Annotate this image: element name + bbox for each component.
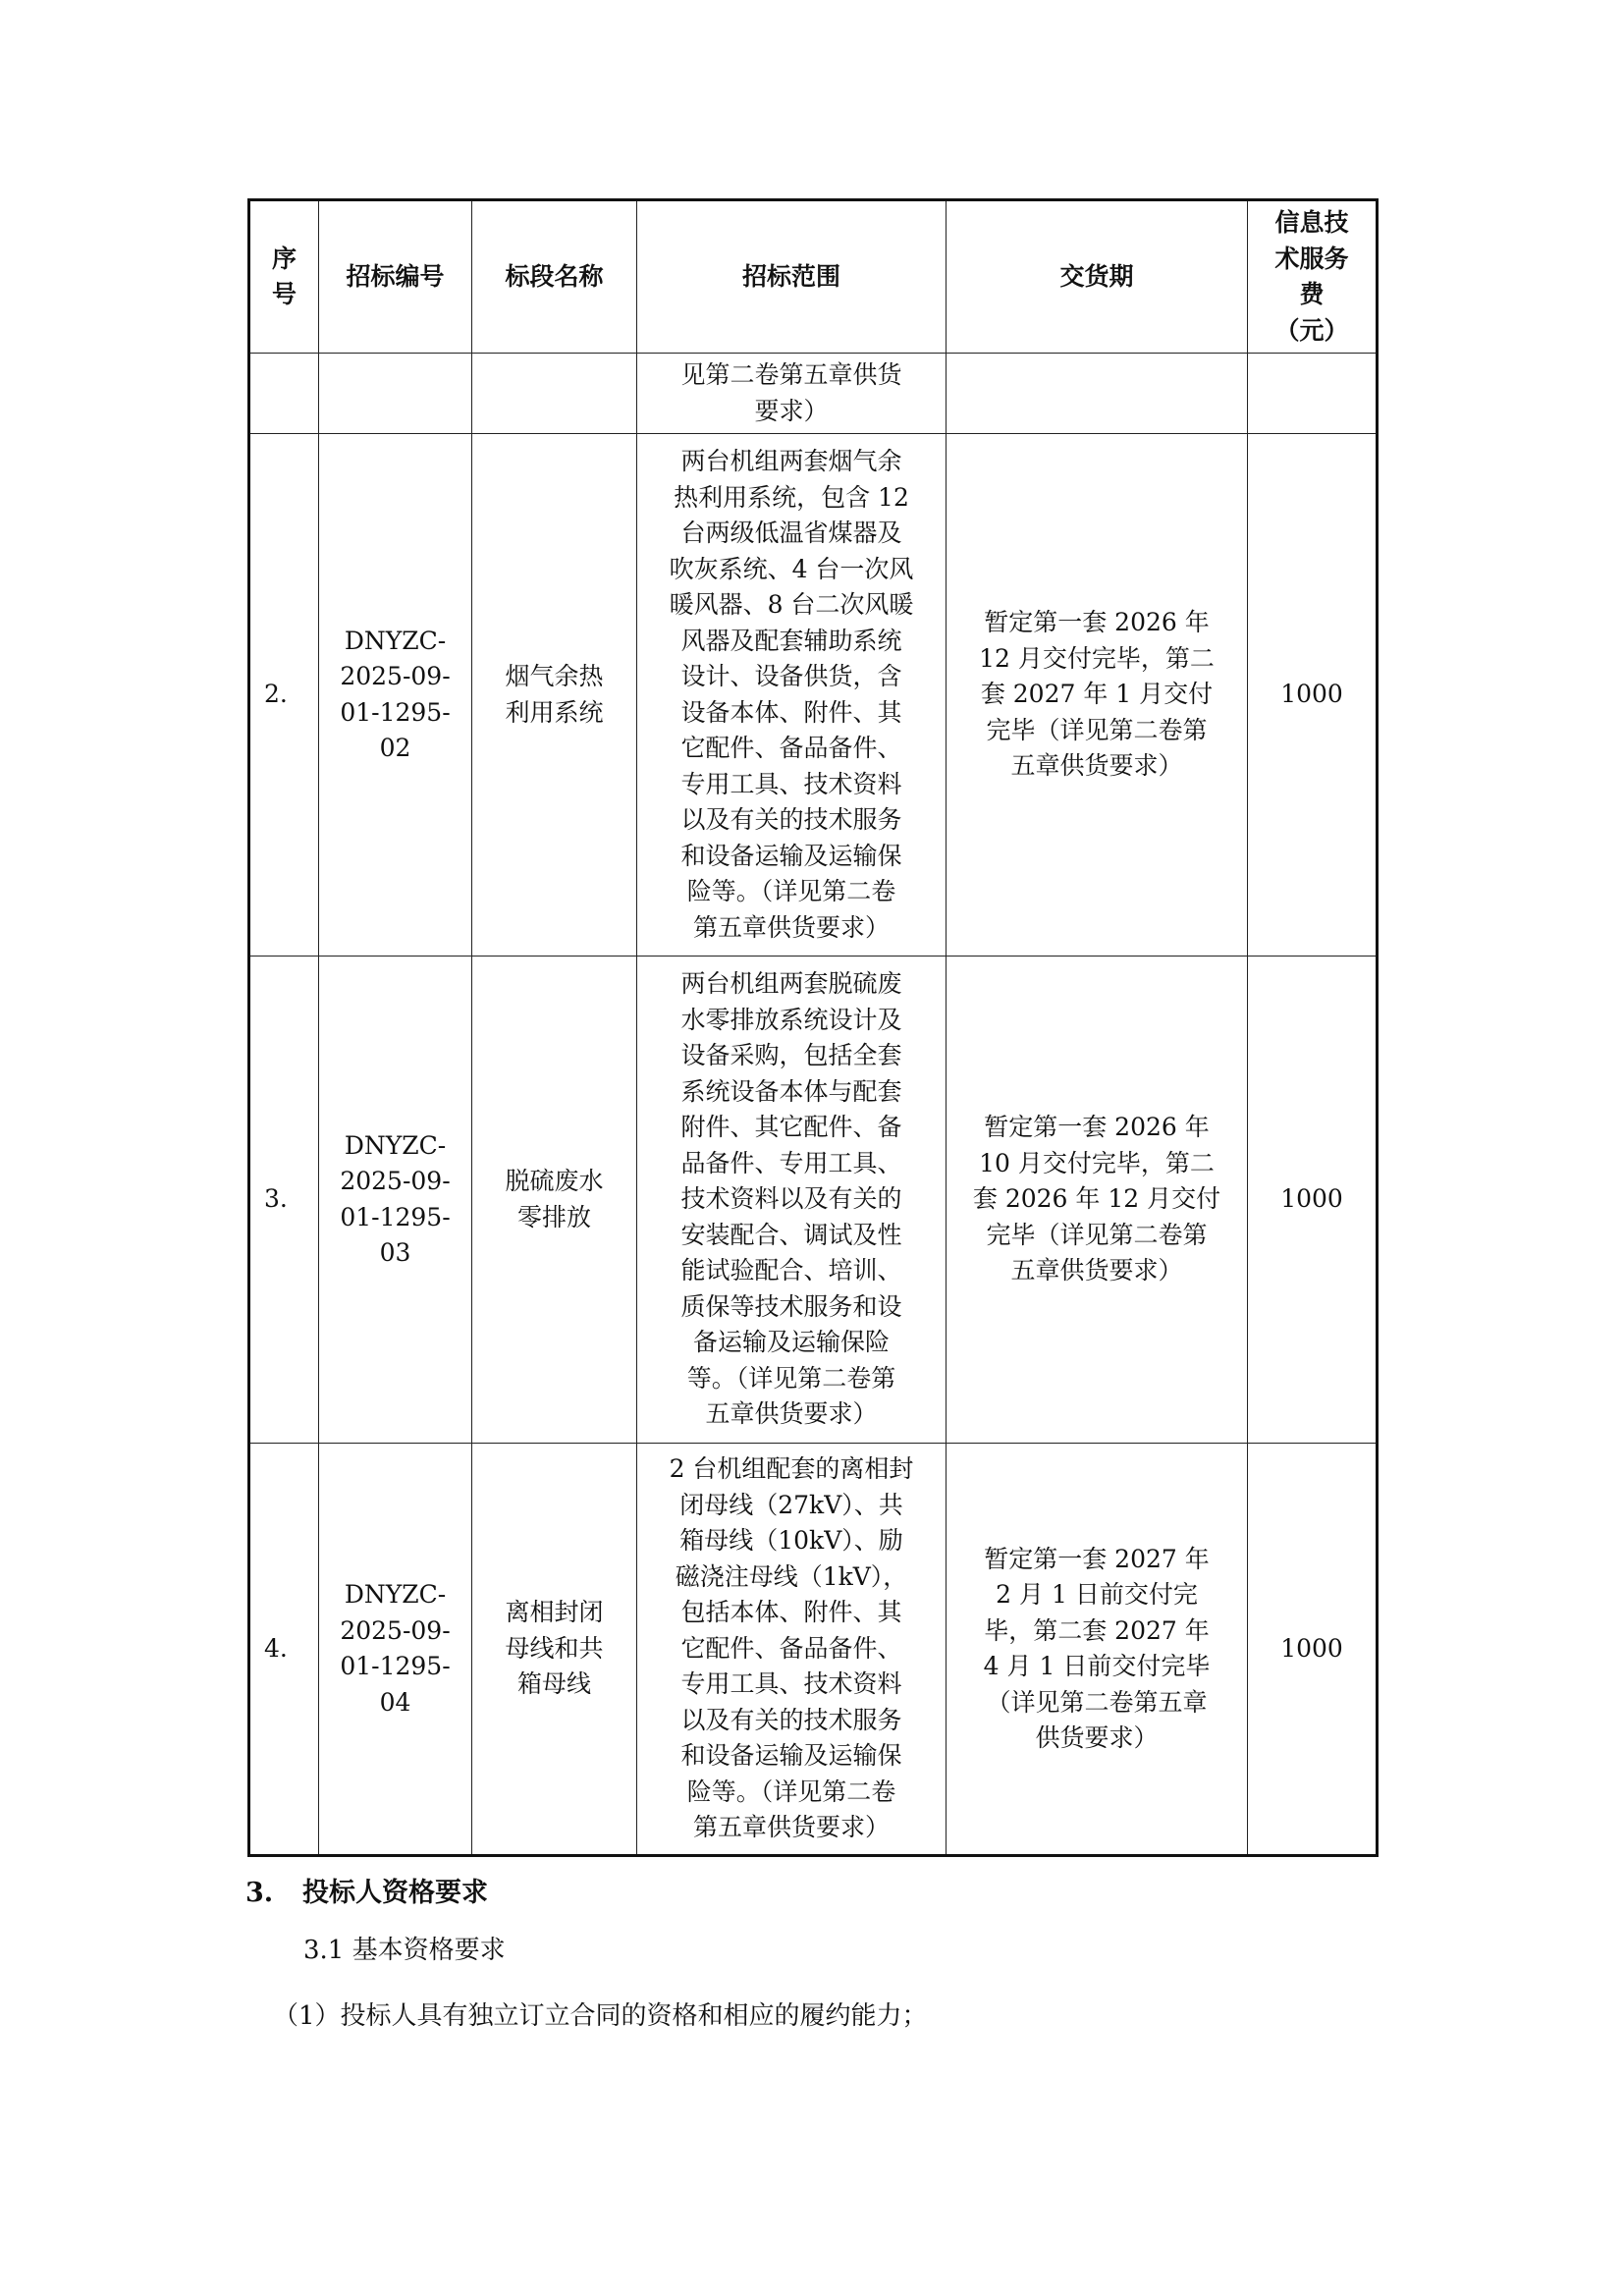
cell-scope-line: 安装配合、调试及性 [680,1220,902,1249]
cell-scope-line: 见第二卷第五章供货 [680,360,902,389]
cell-name-line: 脱硫废水 [505,1167,604,1195]
cell-scope-line: 质保等技术服务和设 [680,1291,902,1321]
table-row [249,957,1378,1444]
cell-scope-line: 险等。（详见第二卷 [686,877,896,905]
section-number: 3. [245,1878,274,1908]
cell-delivery-line: 暂定第一套 2026 年 [984,608,1210,637]
cell-scope-line: 和设备运输及运输保 [680,841,902,870]
cell-scope-line: 它配件、备品备件、 [680,734,902,762]
cell-scope-line: 两台机组两套脱硫废 [680,969,902,999]
header-delivery: 交货期 [947,200,1248,354]
cell-code-line: 01-1295- [340,697,451,727]
cell-scope-line: 风器及配套辅助系统 [680,626,902,655]
cell-scope-line: 以及有关的技术服务 [680,805,902,834]
cell-name-line: 零排放 [516,1202,591,1231]
cell-scope-line: 它配件、备品备件、 [680,1633,902,1663]
cell-delivery [947,1444,1248,1856]
section-title: 投标人资格要求 [302,1878,488,1908]
cell-fee: 1000 [1248,1444,1378,1856]
cell-name [472,434,637,957]
cell-scope-line: 第五章供货要求） [692,1813,890,1842]
cell-code-line: 01-1295- [340,1652,451,1680]
cell-seq: 2. [249,434,319,957]
cell-delivery-line: 10 月交付完毕，第二 [979,1148,1215,1177]
bid-sections-table [247,198,1379,1857]
cell-code-line: 02 [379,734,411,762]
cell-delivery-line: 套 2027 年 1 月交付 [980,680,1214,709]
cell-delivery [947,957,1248,1444]
cell-name [472,957,637,1444]
cell-delivery [947,354,1248,434]
cell-scope-line: 暖风器、8 台二次风暖 [669,590,914,619]
cell-code [319,957,472,1444]
cell-scope [637,434,947,957]
cell-scope-line: 第五章供货要求） [692,912,890,942]
cell-scope-line: 专用工具、技术资料 [680,769,902,798]
cell-delivery-line: 4 月 1 日前交付完毕 [983,1652,1211,1680]
cell-code-line: 2025-09- [340,1615,451,1645]
cell-delivery-line: 毕，第二套 2027 年 [984,1615,1210,1645]
header-name: 标段名称 [472,200,637,354]
cell-code-line: 2025-09- [340,662,451,690]
cell-delivery-line: 完毕（详见第二卷第 [986,1220,1208,1249]
cell-scope-line: 技术资料以及有关的 [680,1184,902,1214]
table-row [249,1444,1378,1856]
header-seq-line: 号 [271,280,297,308]
cell-scope-line: 五章供货要求） [705,1399,878,1429]
cell-scope [637,354,947,434]
cell-name [472,1444,637,1856]
cell-scope-line: 包括本体、附件、其 [680,1598,902,1627]
cell-code-line: DNYZC- [344,1580,447,1609]
section-heading [245,1871,488,1909]
requirement-item-1: （1）投标人具有独立订立合同的资格和相应的履约能力； [273,2001,928,2031]
cell-scope-line: 和设备运输及运输保 [680,1741,902,1771]
cell-fee: 1000 [1248,957,1378,1444]
cell-name-line: 箱母线 [516,1669,591,1699]
cell-fee: 1000 [1248,434,1378,957]
header-fee-line: 费 [1299,280,1325,308]
cell-name-line: 离相封闭 [505,1598,604,1627]
header-fee-line: （元） [1274,315,1349,345]
cell-scope-line: 磁浇注母线（1kV）， [675,1561,908,1591]
cell-scope-line: 箱母线（10kV）、励 [679,1526,903,1556]
cell-scope-line: 吹灰系统、4 台一次风 [669,554,914,583]
cell-scope-line: 闭母线（27kV）、共 [679,1490,903,1519]
cell-delivery-line: （详见第二卷第五章 [986,1687,1208,1717]
cell-scope-line: 备运输及运输保险 [692,1328,890,1357]
header-fee [1248,200,1378,354]
header-scope: 招标范围 [637,200,947,354]
cell-code [319,434,472,957]
cell-delivery-line: 暂定第一套 2027 年 [984,1544,1210,1573]
cell-scope [637,1444,947,1856]
table-header-row [249,200,1378,354]
cell-delivery [947,434,1248,957]
cell-scope [637,957,947,1444]
cell-code [319,354,472,434]
cell-seq: 4. [249,1444,319,1856]
cell-scope-line: 系统设备本体与配套 [680,1076,902,1106]
header-seq-line: 序 [271,244,297,273]
cell-fee [1248,354,1378,434]
cell-code-line: 2025-09- [340,1167,451,1195]
cell-delivery-line: 五章供货要求） [1010,1256,1183,1285]
cell-scope-line: 2 台机组配套的离相封 [669,1454,914,1484]
cell-scope-line: 等。（详见第二卷第 [686,1363,896,1393]
header-fee-line: 信息技 [1274,208,1349,237]
cell-code-line: DNYZC- [344,1130,447,1160]
cell-scope-line: 要求） [754,396,829,425]
cell-delivery-line: 套 2026 年 12 月交付 [972,1184,1221,1214]
cell-scope-line: 台两级低温省煤器及 [680,519,902,547]
cell-scope-line: 附件、其它配件、备 [680,1113,902,1142]
cell-scope-line: 设备采购，包括全套 [680,1041,902,1070]
cell-name-line: 母线和共 [505,1633,604,1663]
cell-code-line: DNYZC- [344,626,447,655]
cell-name-line: 烟气余热 [505,662,604,690]
cell-scope-line: 设备本体、附件、其 [680,697,902,727]
cell-scope-line: 能试验配合、培训、 [680,1256,902,1285]
cell-name [472,354,637,434]
cell-scope-line: 热利用系统，包含 12 [674,482,909,512]
cell-scope-line: 设计、设备供货，含 [680,662,902,690]
cell-scope-line: 水零排放系统设计及 [680,1005,902,1034]
cell-name-line: 利用系统 [505,697,604,727]
cell-seq: 3. [249,957,319,1444]
cell-delivery-line: 2 月 1 日前交付完 [996,1580,1198,1609]
table-row [249,354,1378,434]
cell-delivery-line: 12 月交付完毕，第二 [979,643,1215,673]
cell-delivery-line: 供货要求） [1035,1723,1159,1752]
cell-delivery-line: 五章供货要求） [1010,751,1183,781]
cell-code [319,1444,472,1856]
header-code: 招标编号 [319,200,472,354]
cell-code-line: 01-1295- [340,1202,451,1231]
cell-code-line: 03 [379,1238,411,1267]
header-seq [249,200,319,354]
cell-scope-line: 险等。（详见第二卷 [686,1777,896,1806]
cell-code-line: 04 [379,1687,411,1717]
cell-scope-line: 两台机组两套烟气余 [680,447,902,475]
header-fee-line: 术服务 [1274,244,1349,273]
cell-seq [249,354,319,434]
table-row [249,434,1378,957]
subsection-heading: 3.1 基本资格要求 [303,1936,506,1965]
cell-scope-line: 以及有关的技术服务 [680,1705,902,1734]
cell-delivery-line: 完毕（详见第二卷第 [986,715,1208,744]
cell-delivery-line: 暂定第一套 2026 年 [984,1113,1210,1142]
cell-scope-line: 专用工具、技术资料 [680,1669,902,1699]
cell-scope-line: 品备件、专用工具、 [680,1148,902,1177]
